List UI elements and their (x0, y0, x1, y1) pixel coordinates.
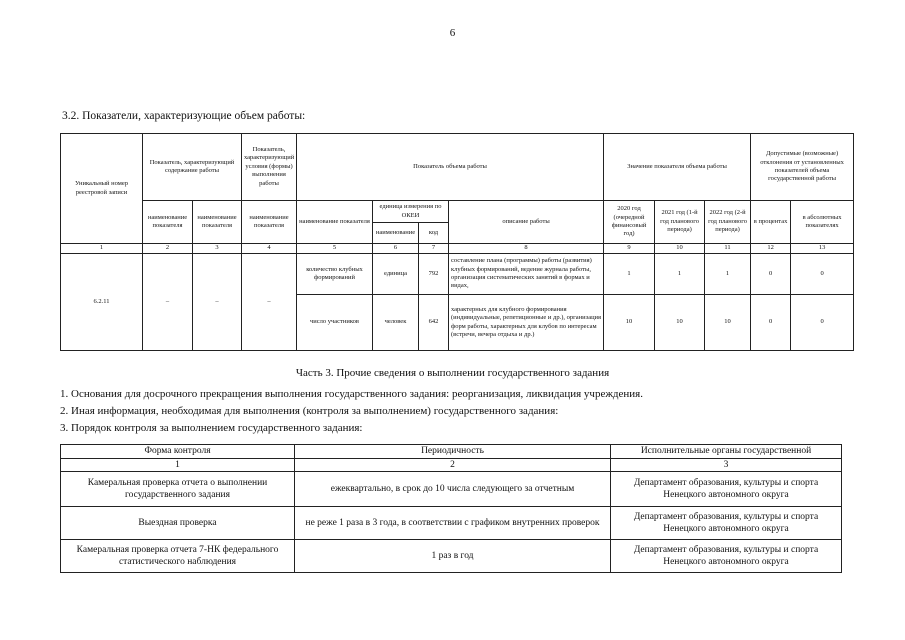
header-work-description: описание работы (449, 201, 604, 244)
column-number: 13 (791, 244, 854, 254)
column-number: 12 (751, 244, 791, 254)
header-unique-number: Уникальный номер реестровой записи (61, 134, 143, 244)
header-okei: единица измерения по ОКЕИ (373, 201, 449, 223)
work-description: составление плана (программы) работы (развития) клубных формирований, ведение журнала работы, организация систематических занятий в формах и видах, (449, 254, 604, 295)
control-period: ежеквартально, в срок до 10 числа следующего за отчетным (295, 472, 611, 507)
column-number: 4 (242, 244, 297, 254)
indicator-name: число участников (297, 295, 373, 351)
header-deviation: Допустимые (возможные) отклонения от установленных показателей объема государственной работы (751, 134, 854, 201)
paragraph-2: 2. Иная информация, необходимая для выполнения (контроля за выполнением) государственного задания: (60, 405, 559, 417)
table-row (61, 507, 842, 540)
column-number: 10 (655, 244, 705, 254)
dash-cell: – (193, 254, 242, 351)
dash-cell: – (143, 254, 193, 351)
value-2022: 10 (705, 295, 751, 351)
value-2020: 10 (604, 295, 655, 351)
deviation-percent: 0 (751, 295, 791, 351)
deviation-percent: 0 (751, 254, 791, 295)
header-periodicity: Периодичность (295, 445, 611, 459)
column-number: 9 (604, 244, 655, 254)
column-number: 2 (143, 244, 193, 254)
header-volume-value: Значение показателя объема работы (604, 134, 751, 201)
column-number: 3 (611, 459, 842, 472)
header-name-indicator: наименование показателя (242, 201, 297, 244)
column-number: 1 (61, 459, 295, 472)
column-number: 1 (61, 244, 143, 254)
header-name-indicator: наименование показателя (193, 201, 242, 244)
unit-name: единица (373, 254, 419, 295)
table-row (61, 254, 854, 295)
header-executive-bodies: Исполнительные органы государственной (611, 445, 842, 459)
control-body: Департамент образования, культуры и спорта Ненецкого автономного округа (611, 540, 842, 573)
value-2022: 1 (705, 254, 751, 295)
table-row (61, 472, 842, 507)
table-row (61, 540, 842, 573)
control-period: 1 раз в год (295, 540, 611, 573)
unit-code: 792 (419, 254, 449, 295)
value-2020: 1 (604, 254, 655, 295)
header-in-absolute: в абсолютных показателях (791, 201, 854, 244)
header-year-2022: 2022 год (2-й год планового периода) (705, 201, 751, 244)
work-volume-table (60, 133, 854, 351)
work-description: характерных для клубного формирования (индивидуальные, репетиционные и др.), организация форм работы, характерных для клубов по интересам (встречи, вечера отдыха и др.) (449, 295, 604, 351)
deviation-absolute: 0 (791, 295, 854, 351)
registry-number: 6.2.11 (61, 254, 143, 351)
control-period: не реже 1 раза в 3 года, в соответствии с графиком внутренних проверок (295, 507, 611, 540)
control-form: Камеральная проверка отчета о выполнении государственного задания (61, 472, 295, 507)
control-form: Выездная проверка (61, 507, 295, 540)
part3-title: Часть 3. Прочие сведения о выполнении государственного задания (295, 367, 610, 379)
column-number: 3 (193, 244, 242, 254)
unit-code: 642 (419, 295, 449, 351)
header-content-indicator: Показатель, характеризующий содержание работы (143, 134, 242, 201)
paragraph-3: 3. Порядок контроля за выполнением государственного задания: (60, 422, 363, 434)
dash-cell: – (242, 254, 297, 351)
column-number: 6 (373, 244, 419, 254)
column-number: 7 (419, 244, 449, 254)
header-conditions-indicator: Показатель, характеризующий условия (формы) выполнения работы (242, 134, 297, 201)
section-title: 3.2. Показатели, характеризующие объем работы: (62, 110, 306, 122)
value-2021: 1 (655, 254, 705, 295)
control-form: Камеральная проверка отчета 7-НК федерального статистического наблюдения (61, 540, 295, 573)
header-year-2020: 2020 год (очередной финансовый год) (604, 201, 655, 244)
header-okei-code: код (419, 223, 449, 244)
control-body: Департамент образования, культуры и спорта Ненецкого автономного округа (611, 472, 842, 507)
column-number: 8 (449, 244, 604, 254)
header-name-indicator: наименование показателя (297, 201, 373, 244)
header-control-form: Форма контроля (61, 445, 295, 459)
header-okei-name: наименование (373, 223, 419, 244)
control-body: Департамент образования, культуры и спорта Ненецкого автономного округа (611, 507, 842, 540)
header-name-indicator: наименование показателя (143, 201, 193, 244)
page-number: 6 (449, 27, 456, 39)
value-2021: 10 (655, 295, 705, 351)
header-in-percent: в процентах (751, 201, 791, 244)
paragraph-1: 1. Основания для досрочного прекращения выполнения государственного задания: реорганизация, ликвидация учреждения. (60, 388, 643, 400)
header-volume-indicator: Показатель объема работы (297, 134, 604, 201)
column-number: 2 (295, 459, 611, 472)
unit-name: человек (373, 295, 419, 351)
control-table (60, 444, 842, 573)
column-number: 5 (297, 244, 373, 254)
indicator-name: количество клубных формирований (297, 254, 373, 295)
header-year-2021: 2021 год (1-й год планового периода) (655, 201, 705, 244)
deviation-absolute: 0 (791, 254, 854, 295)
column-number: 11 (705, 244, 751, 254)
